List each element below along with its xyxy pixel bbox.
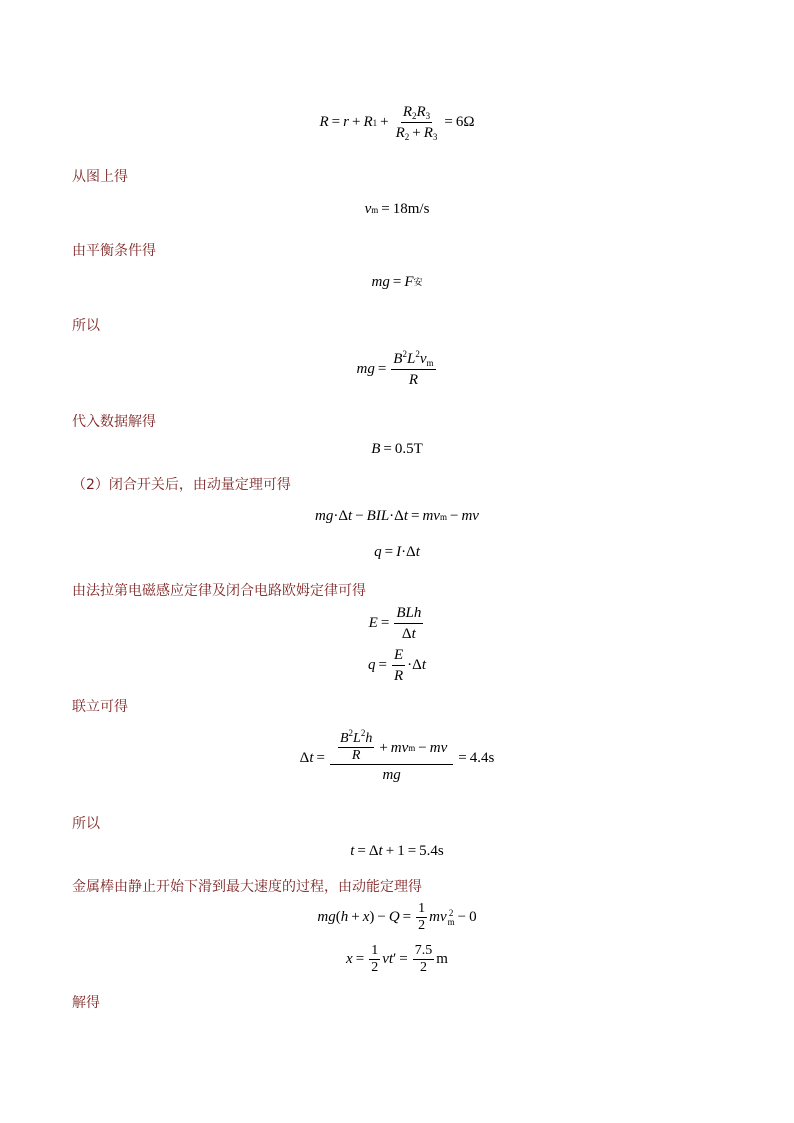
total-time-value: 5.4s [419,843,444,859]
equation-displacement: x = $\frac{1}{2}$ vt ′ = $\frac{7.5}{2}$ m [346,943,448,975]
velocity-value: 18m/s [392,201,430,217]
equation-momentum-theorem: mg ·Δ t − BIL ·Δ t = mv m − mv [315,508,479,524]
text-therefore-2: 所以 [72,816,100,832]
text-solve: 解得 [72,995,100,1011]
equation-charge-emf: q = $\frac{E}{R}$ ·Δ t [368,647,426,684]
text-combine: 联立可得 [72,699,128,715]
equation-max-velocity: v m = 18m/s [364,201,430,217]
text-faraday-ohm: 由法拉第电磁感应定律及闭合电路欧姆定律可得 [72,583,366,599]
equation-total-time: t = Δ t + 1 = 5.4s [350,843,444,859]
equation-emf: E = $\frac{\text{BLh}}{\Delta t}$ [368,605,422,642]
equation-mg-expression: mg = $\frac{B^2L^2v_m}{R}$ [356,349,434,388]
text-kinetic-energy-theorem: 金属棒由静止开始下滑到最大速度的过程，由动能定理得 [72,879,422,895]
text-substitute-data: 代入数据解得 [72,414,156,430]
equation-energy: mg ( h + x ) − Q = $\frac{1}{2}$ mv 2 m − 0 [317,901,477,933]
equation-magnetic-field: B = 0.5T [371,441,423,457]
resistance-value: 6Ω [455,114,475,130]
field-value: 0.5T [394,441,423,457]
text-from-graph: 从图上得 [72,169,128,185]
equation-total-resistance: R = r + R 1 + $\frac{R_2R_3}{R_2 + R_3}$ = 6Ω [319,104,475,142]
text-balance-condition: 由平衡条件得 [72,243,156,259]
text-part-2-intro: （2）闭合开关后，由动量定理可得 [72,477,291,493]
equation-delta-t: Δ t = $\frac{B^2L^2h}{R}$ + mv m − mv mg = 4.4s [299,728,495,783]
text-therefore-1: 所以 [72,318,100,334]
equation-charge: q = I ·Δ t [374,544,420,560]
equation-force-balance: mg = F 安 [371,274,423,290]
displacement-numerator: 7.5 [414,943,433,958]
delta-t-value: 4.4s [469,749,495,766]
